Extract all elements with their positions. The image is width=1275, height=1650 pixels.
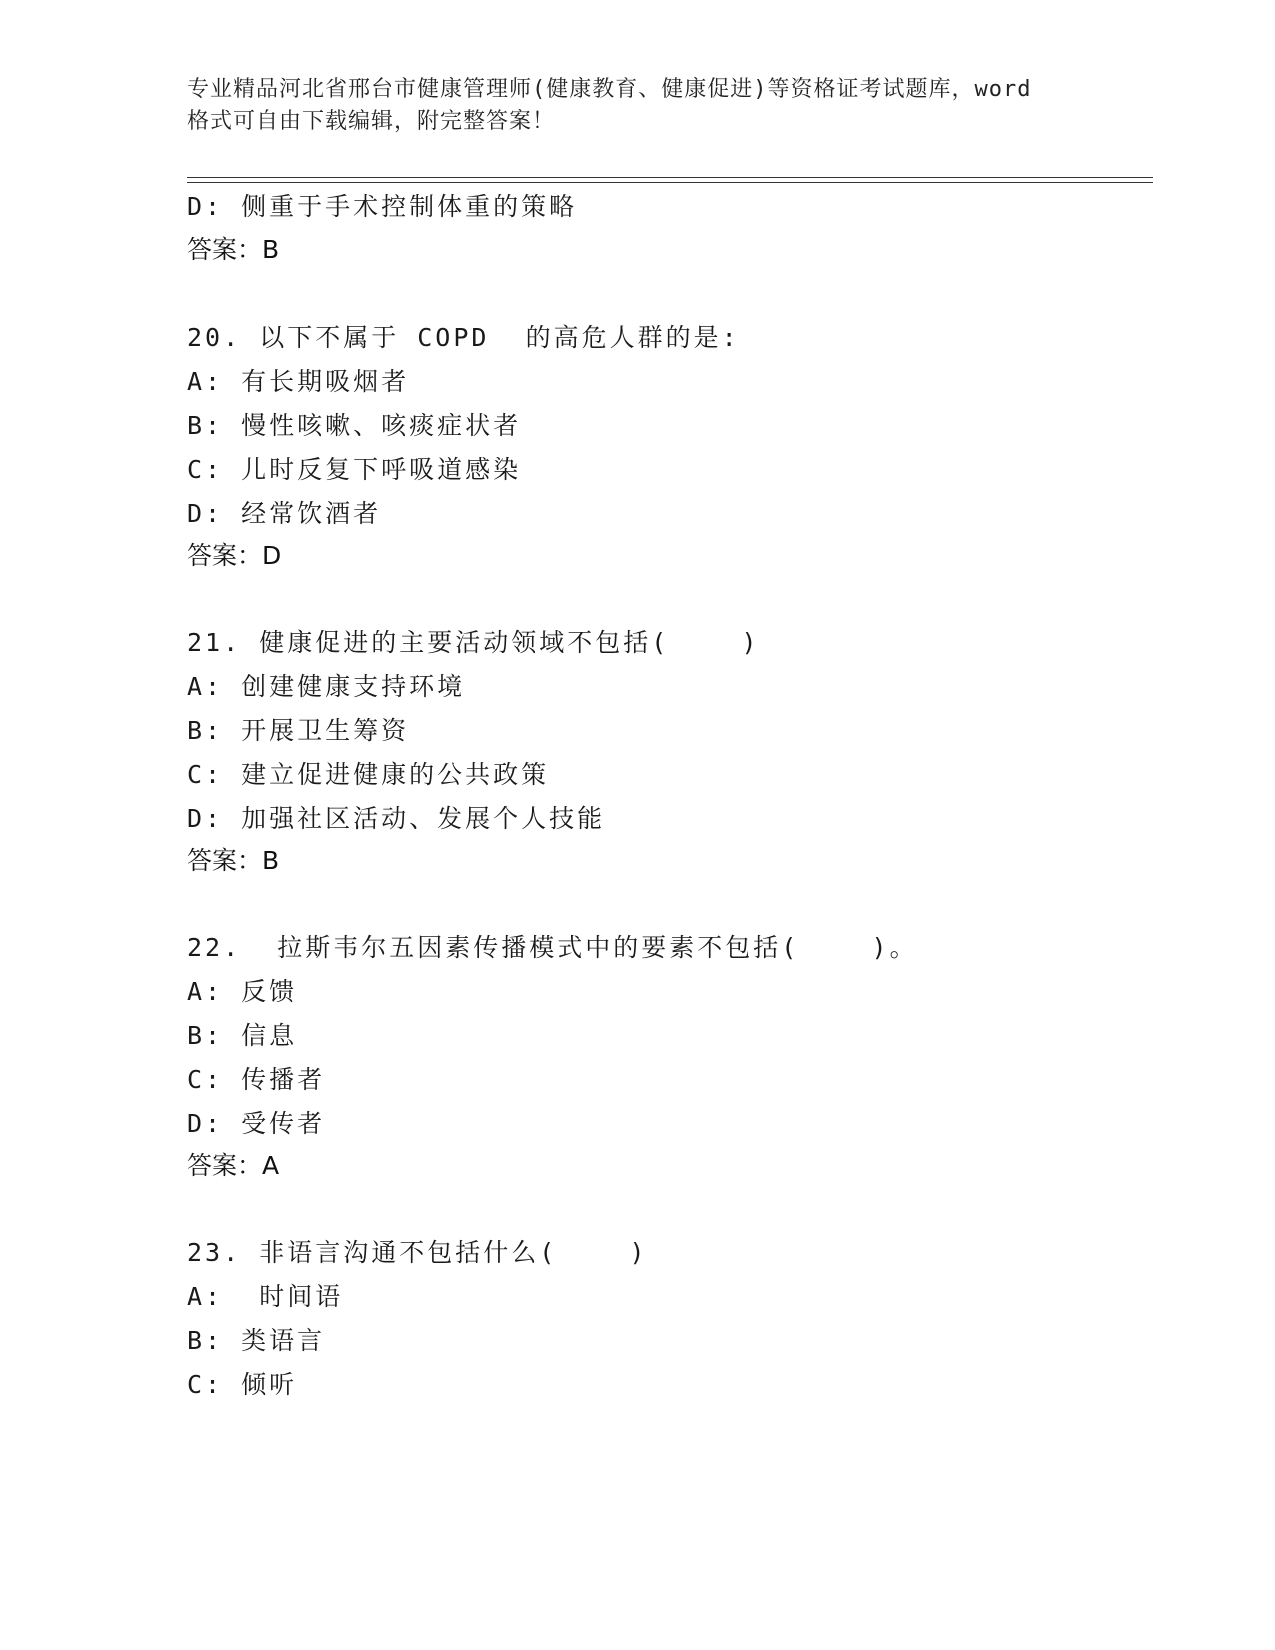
question-23-option-a: A: 时间语 (187, 1282, 344, 1311)
question-20-option-a: A: 有长期吸烟者 (187, 367, 410, 396)
question-21-answer: 答案：B (187, 846, 280, 875)
question-20-option-d: D: 经常饮酒者 (187, 499, 382, 528)
header-line-2: 格式可自由下载编辑，附完整答案！ (187, 109, 556, 134)
header-rule-top (187, 177, 1153, 178)
question-22-stem: 22. 拉斯韦尔五因素传播模式中的要素不包括( )。 (187, 933, 918, 962)
question-21-option-b: B: 开展卫生筹资 (187, 716, 410, 745)
question-22-option-d: D: 受传者 (187, 1109, 326, 1138)
question-22-option-b: B: 信息 (187, 1021, 298, 1050)
question-21-option-a: A: 创建健康支持环境 (187, 672, 466, 701)
question-20-option-b: B: 慢性咳嗽、咳痰症状者 (187, 411, 522, 440)
question-20-answer: 答案：D (187, 541, 282, 570)
question-23-option-b: B: 类语言 (187, 1326, 326, 1355)
question-23-option-c: C: 倾听 (187, 1370, 298, 1399)
question-22-answer: 答案：A (187, 1151, 280, 1180)
question-20-stem: 20. 以下不属于 COPD 的高危人群的是: (187, 323, 740, 352)
question-20-option-c: C: 儿时反复下呼吸道感染 (187, 455, 522, 484)
header-rule-bottom (187, 182, 1153, 183)
prev-option-d: D: 侧重于手术控制体重的策略 (187, 192, 578, 221)
question-21-stem: 21. 健康促进的主要活动领域不包括( ) (187, 628, 760, 657)
question-21-option-d: D: 加强社区活动、发展个人技能 (187, 804, 606, 833)
question-21-option-c: C: 建立促进健康的公共政策 (187, 760, 550, 789)
question-22-option-c: C: 传播者 (187, 1065, 326, 1094)
question-23-stem: 23. 非语言沟通不包括什么( ) (187, 1238, 648, 1267)
header-line-1: 专业精品河北省邢台市健康管理师(健康教育、健康促进)等资格证考试题库，word (187, 77, 1032, 102)
prev-answer: 答案：B (187, 235, 280, 264)
document-header (187, 74, 1087, 138)
question-22-option-a: A: 反馈 (187, 977, 298, 1006)
